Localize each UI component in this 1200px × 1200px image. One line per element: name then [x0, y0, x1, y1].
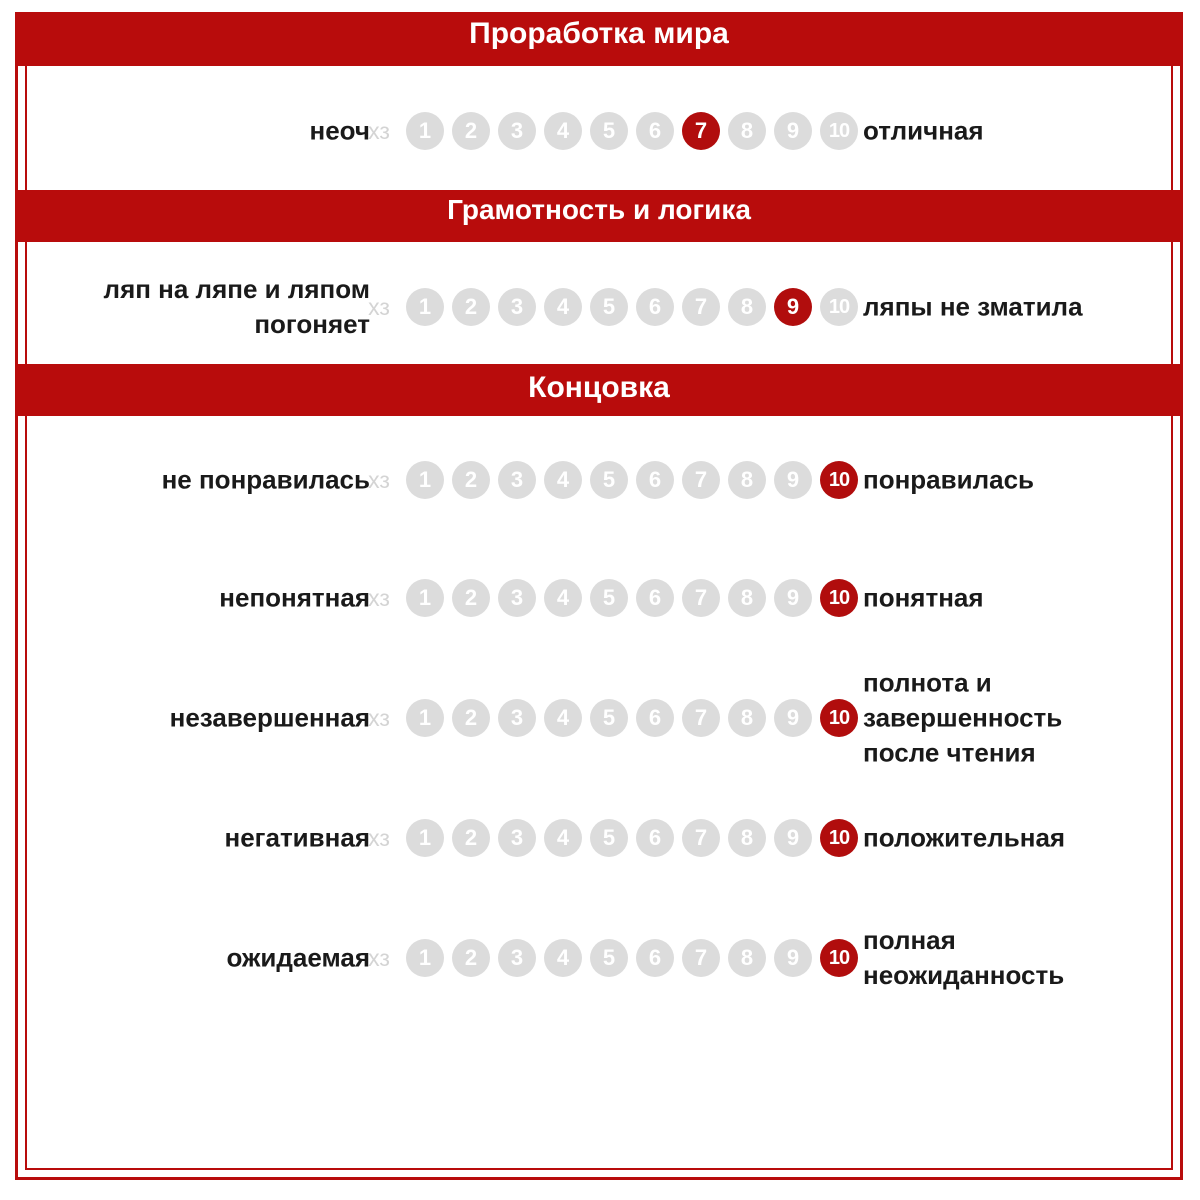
rating-option: 7: [682, 461, 720, 499]
rating-option: 1: [406, 579, 444, 617]
rating-row: [25, 667, 1175, 768]
rating-option: 1: [406, 288, 444, 326]
rating-option: 2: [452, 461, 490, 499]
rating-option: 3: [498, 461, 536, 499]
rating-option: 3: [498, 699, 536, 737]
rating-option: 8: [728, 939, 766, 977]
rating-option: 6: [636, 699, 674, 737]
rating-option: 6: [636, 819, 674, 857]
rating-option: 9: [774, 461, 812, 499]
rating-low-label: негативная: [224, 822, 370, 853]
rating-option: 8: [728, 461, 766, 499]
rating-option-none: хз: [368, 294, 390, 320]
rating-row: [25, 269, 1175, 345]
rating-option: 8: [728, 699, 766, 737]
rating-option: 6: [636, 112, 674, 150]
rating-option: 7: [682, 288, 720, 326]
rating-option: 4: [544, 112, 582, 150]
rating-option: 5: [590, 579, 628, 617]
rating-option: 3: [498, 288, 536, 326]
rating-option: 8: [728, 819, 766, 857]
section-title: Проработка мира: [469, 17, 729, 50]
rating-option: 2: [452, 699, 490, 737]
rating-option: 3: [498, 579, 536, 617]
rating-option: 7: [682, 579, 720, 617]
rating-option-none: хз: [368, 585, 390, 611]
rating-option: 9: [774, 939, 812, 977]
rating-option: 8: [728, 288, 766, 326]
rating-low-label: не понравилась: [161, 464, 370, 495]
rating-option-none: хз: [368, 467, 390, 493]
section-header-world: [15, 12, 1183, 66]
rating-option: 9: [774, 579, 812, 617]
rating-option: 3: [498, 939, 536, 977]
rating-option-selected: 10: [820, 699, 858, 737]
rating-option: 2: [452, 112, 490, 150]
rating-option: 7: [682, 699, 720, 737]
rating-option: 5: [590, 461, 628, 499]
rating-option-none: хз: [368, 825, 390, 851]
rating-option-selected: 7: [682, 112, 720, 150]
section-title: Грамотность и логика: [447, 194, 751, 225]
rating-option: 1: [406, 112, 444, 150]
rating-option: 5: [590, 112, 628, 150]
rating-low-label: неоч: [309, 115, 370, 146]
rating-scale: [360, 288, 860, 326]
section-title: Концовка: [528, 371, 670, 404]
rating-option: 3: [498, 112, 536, 150]
rating-row: [25, 442, 1175, 518]
rating-option: 2: [452, 579, 490, 617]
rating-low-label: незавершенная: [169, 702, 370, 733]
rating-scale: [360, 112, 860, 150]
rating-option: 6: [636, 288, 674, 326]
rating-option: 7: [682, 939, 720, 977]
rating-option: 2: [452, 819, 490, 857]
rating-row: [25, 560, 1175, 636]
rating-option-selected: 10: [820, 461, 858, 499]
rating-high-label: ляпы не зматила: [863, 291, 1083, 322]
rating-row: [25, 93, 1175, 169]
rating-option: 4: [544, 939, 582, 977]
rating-option: 3: [498, 819, 536, 857]
rating-high-label: полная неожиданность: [863, 925, 1065, 990]
section-header-literacy: [15, 190, 1183, 242]
rating-scale: [360, 579, 860, 617]
rating-scale: [360, 461, 860, 499]
rating-option-selected: 10: [820, 579, 858, 617]
rating-option: 5: [590, 939, 628, 977]
rating-scale: [360, 939, 860, 977]
rating-option: 1: [406, 461, 444, 499]
rating-low-label: ляп на ляпе и ляпом погоняет: [103, 274, 370, 339]
rating-option: 4: [544, 461, 582, 499]
rating-option-none: хз: [368, 945, 390, 971]
rating-option: 9: [774, 819, 812, 857]
rating-option: 10: [820, 288, 858, 326]
rating-scale: [360, 699, 860, 737]
rating-option-selected: 9: [774, 288, 812, 326]
rating-high-label: понравилась: [863, 464, 1035, 495]
rating-option-none: хз: [368, 705, 390, 731]
rating-option: 7: [682, 819, 720, 857]
rating-low-label: непонятная: [219, 582, 370, 613]
rating-option: 6: [636, 939, 674, 977]
rating-option: 4: [544, 699, 582, 737]
rating-high-label: полнота и завершенность после чтения: [863, 667, 1063, 768]
rating-low-label: ожидаемая: [226, 942, 370, 973]
rating-option: 6: [636, 461, 674, 499]
rating-option: 5: [590, 819, 628, 857]
rating-option: 2: [452, 288, 490, 326]
rating-high-label: понятная: [863, 582, 984, 613]
rating-option: 1: [406, 939, 444, 977]
rating-option: 4: [544, 579, 582, 617]
rating-option: 9: [774, 699, 812, 737]
rating-high-label: отличная: [863, 115, 984, 146]
rating-high-label: положительная: [863, 822, 1066, 853]
rating-option: 5: [590, 288, 628, 326]
rating-option: 8: [728, 579, 766, 617]
rating-option: 9: [774, 112, 812, 150]
rating-option: 6: [636, 579, 674, 617]
rating-option: 5: [590, 699, 628, 737]
section-header-ending: [15, 364, 1183, 416]
rating-option: 10: [820, 112, 858, 150]
rating-option-selected: 10: [820, 939, 858, 977]
rating-option-none: хз: [368, 118, 390, 144]
rating-option: 2: [452, 939, 490, 977]
rating-option: 1: [406, 819, 444, 857]
rating-option: 4: [544, 288, 582, 326]
rating-scale: [360, 819, 860, 857]
rating-row: [25, 800, 1175, 876]
rating-option: 4: [544, 819, 582, 857]
rating-option: 8: [728, 112, 766, 150]
rating-option: 1: [406, 699, 444, 737]
rating-row: [25, 920, 1175, 996]
rating-option-selected: 10: [820, 819, 858, 857]
